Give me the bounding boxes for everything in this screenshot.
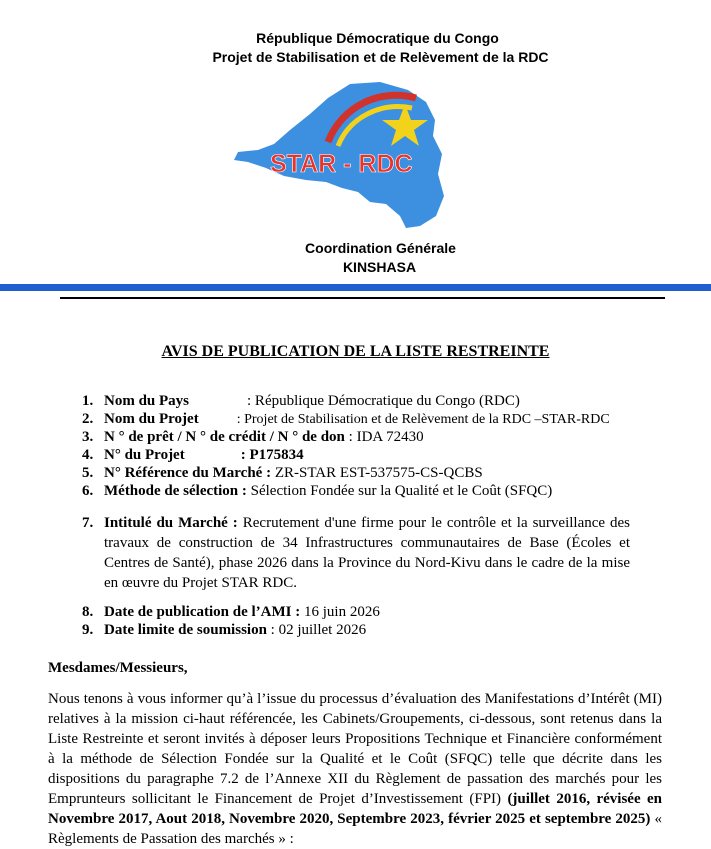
list-item-3: 3. N ° de prêt / N ° de crédit / N ° de don : IDA 72430 bbox=[82, 429, 424, 445]
header-rule bbox=[60, 297, 665, 299]
list-item-7: 7. Intitulé du Marché : Recrutement d'une firme pour le contrôle et la surveillance des travaux de construction de 34 Infrastructures communautaires de Base (Écoles et Centres de Santé), phase 2026 dans la Province du Nord-Kivu dans le cadre de la mise en œuvre du Projet STAR RDC. bbox=[82, 515, 631, 591]
list-item-4: 4. N° du Projet : P175834 bbox=[82, 447, 304, 463]
list-item-9: 9. Date limite de soumission : 02 juillet 2026 bbox=[82, 622, 367, 638]
body-paragraph: Nous tenons à vous informer qu’à l’issue du processus d’évaluation des Manifestations d’Intérêt (MI) relatives à la mission ci-haut référencée, les Cabinets/Groupements, ci-dessous, sont retenus dans la Liste Restreinte et seront invités à déposer leurs Propositions Technique et Financière conformément à la méthode de Sélection Fondée sur la Qualité et le Coût (SFQC) telle que décrite dans les dispositions du paragraphe 7.2 de l’Annexe XII du Règlement de passation des marchés pour les Emprunteurs sollicitant le Financement de Projet d’Investissement (FPI) (juillet 2016, révisée en Novembre 2017, Aout 2018, Novembre 2020, Septembre 2023, février 2025 et septembre 2025) « Règlements de Passation des marchés » : bbox=[48, 691, 663, 847]
list-item-6: 6. Méthode de sélection : Sélection Fondée sur la Qualité et le Coût (SFQC) bbox=[82, 483, 553, 499]
list-item-1: 1. Nom du Pays : République Démocratique du Congo (RDC) bbox=[82, 393, 520, 409]
header-blue-band bbox=[0, 284, 711, 291]
salutation: Mesdames/Messieurs, bbox=[48, 660, 188, 676]
list-item-2: 2. Nom du Projet : Projet de Stabilisation et de Relèvement de la RDC –STAR-RDC bbox=[82, 411, 610, 427]
header-country: République Démocratique du Congo bbox=[256, 30, 499, 46]
logo-text: STAR - RDC bbox=[270, 150, 413, 178]
document-title: AVIS DE PUBLICATION DE LA LISTE RESTREINTE bbox=[161, 343, 550, 360]
star-rdc-logo bbox=[230, 76, 490, 241]
city-label: KINSHASA bbox=[342, 259, 417, 275]
list-item-5: 5. N° Référence du Marché : ZR-STAR EST-537575-CS-QCBS bbox=[82, 465, 483, 481]
header-project: Projet de Stabilisation et de Relèvement de la RDC bbox=[212, 49, 549, 65]
coordination-label: Coordination Générale bbox=[305, 240, 456, 256]
list-item-8: 8. Date de publication de l’AMI : 16 juin 2026 bbox=[82, 604, 380, 620]
